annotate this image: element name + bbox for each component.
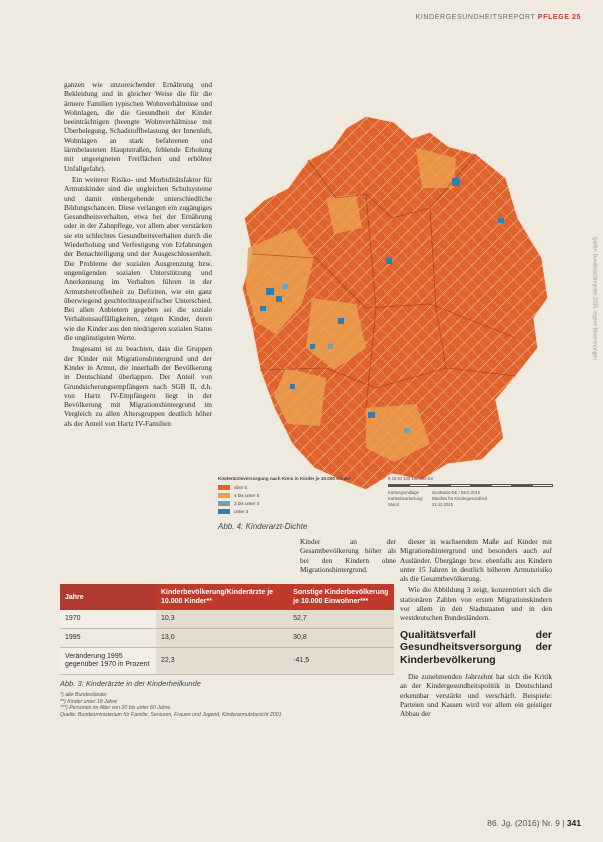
middle-text-column: Kinder an der Gesamtbevölkerung höher als bei den Kindern ohne Migrationshintergrund. xyxy=(300,537,396,574)
map-meta-row: Stand 31.12.2015 xyxy=(388,502,453,507)
running-header xyxy=(416,14,581,21)
map-meta-row: Kartenbearbeitung Bündnis für Kindergesundheit xyxy=(388,496,487,501)
table-row: 1970 10,3 52,7 xyxy=(60,610,394,629)
scale-label: 0 25 50 100 150 200 km xyxy=(388,476,434,481)
pediatrician-table xyxy=(60,584,394,675)
legend-swatch xyxy=(218,485,230,490)
legend-item: über 5 xyxy=(218,483,378,491)
paragraph: Wie die Abbildung 3 zeigt, konzentriert sich die stationären Zahlen von ersten Migrationskindern vor allem in den Stadtstaaten und in den westdeutschen Bundesländern. xyxy=(400,585,552,623)
legend-item: 4 bis unter 5 xyxy=(218,491,378,499)
left-text-column xyxy=(64,80,212,430)
paragraph: dieser in wachsendem Maße auf Kinder mit Migrationshintergrund und besonders auch auf Ausländer. Übergänge bzw. ebenfalls aus Kindern unter 15 Jahren in deutlich höheren Armutsrisiko als die Gesamtbevölkerung. xyxy=(400,537,552,584)
section-heading: Qualitätsverfall der Gesundheitsversorgung der Kinderbevölkerung xyxy=(400,628,552,666)
table-header: Kinderbevölkerung/Kinderärzte je 10.000 Kinder** xyxy=(156,584,288,610)
right-text-column xyxy=(400,537,552,721)
header-section: PFLEGE 25 xyxy=(537,14,581,21)
map-meta-row: Kartengrundlage GeoBasis-DE / BKG 2015 xyxy=(388,490,481,495)
paragraph: ganzen wie unzureichender Ernährung und Bekleidung und in gleicher Weise die für die ärmere Familien typischen Wohnverhältnisse und Wohnlagen, die die Gesundheit der Kinder beeinträchtigen (beengte Wohnverhältnisse mit Überbelegung, Schadstoffbelastung der Innenluft, Wohnlagen an stark befahrenen und lärmbelasteten Hauptstraßen, fehlende Erholung mit ungeeigneten Freiflächen und erhöhter Unfallgefahr). xyxy=(64,80,212,173)
map-scale-and-meta xyxy=(388,476,553,508)
legend-swatch xyxy=(218,509,230,514)
table-row: Veränderung 1995 gegenüber 1970 in Prozent 22,3 -41,5 xyxy=(60,648,394,675)
legend-title: Kinderärzteversorgung nach Kreis in Kinder je 10.000 Kinder xyxy=(218,476,351,481)
legend-swatch xyxy=(218,493,230,498)
journal-issue: 86. Jg. (2016) Nr. 9 xyxy=(487,818,560,828)
scale-bar xyxy=(388,484,553,487)
table-caption: Abb. 3: Kinderärzte in der Kinderheilkunde xyxy=(60,679,201,688)
table-row: 1995 13,0 30,8 xyxy=(60,629,394,648)
legend-swatch xyxy=(218,501,230,506)
map-credit: Quelle: Bundesarztregister 2015, eigene Berechnungen xyxy=(591,236,597,360)
table-footnotes: *) alte Bundesländer **) Kinder unter 18 Jahre ***) Personen im Alter von 20 bis unter 60 Jahre Quelle: Bundesministerium für Familie, Senioren, Frauen und Jugend, Kinderarmutsbericht 2001 xyxy=(60,692,282,718)
table-header: Sonstige Kinderbevölkerung je 10.000 Einwohner*** xyxy=(288,584,394,610)
germany-map xyxy=(216,108,576,498)
paragraph: Ein weiterer Risiko- und Morbiditätsfaktor für Armutskinder sind die ungleichen Schulsysteme und damit einhergehende unterschiedliche Bildungschancen. Diese verlangen ein zugängiges Gesundheitsverhalten, etwa bei der Ernährung oder in der Zahnpflege, vor allem aber verstärken sie ein schlechtes Gesundheitsverhalten durch die Wiederholung und Verfestigung von Erfahrungen der Benachteiligung und der Ausgeschlossenheit. Die Probleme der sozialen Ausgrenzung bzw. ungenügenden sozialen Unterstützung und Anerkennung im Verhalten führen in der Armutsbetroffenheit zu Defiziten, wie ein ganz überwiegend geschlechtsspezifischer Unterschied. Bei allen Anbietern gegeben sei die soziale Verhaltensauffälligkeiten, zeigen Kinder, deren wie die Kinder aus den niedrigeren sozialen Status die ungünstigsten Werte. xyxy=(64,174,212,343)
map-caption: Abb. 4: Kinderarzt-Dichte xyxy=(218,522,308,531)
paragraph: Insgesamt ist zu beachten, dass die Gruppen der Kinder mit Migrationshintergrund und der Kinder in Armut, die innerhalb der Bevölkerung in Deutschland überlappen. Der Anteil von Grundsicherungsempfängern nach SGB II, d.h. von Hartz IV-Empfängern liegt in der Bevölkerung mit Migrationshintergrund im Vergleich zu allen Altersgruppen deutlich höher als der Anteil von Hartz IV-Familien xyxy=(64,344,212,428)
table-container xyxy=(60,584,394,718)
map-legend xyxy=(218,476,378,518)
table-header: Jahre xyxy=(60,584,156,610)
page-number: 341 xyxy=(566,818,581,828)
table-header-row xyxy=(60,584,394,610)
legend-item: unter 3 xyxy=(218,507,378,515)
header-title: KINDERGESUNDHEITSREPORT xyxy=(415,14,536,21)
page-footer: 86. Jg. (2016) Nr. 9 | 341 xyxy=(487,818,581,828)
paragraph: Die zunehmenden Jahrzehnt hat sich die Kritik an der Kindergesundheitspolitik in Deutschland erkennbar verstärkt und verschärft. Beispiele: Parteien und Kassen wird vor allem ein geistiger Abbau der xyxy=(400,672,552,719)
legend-item: 3 bis unter 4 xyxy=(218,499,378,507)
